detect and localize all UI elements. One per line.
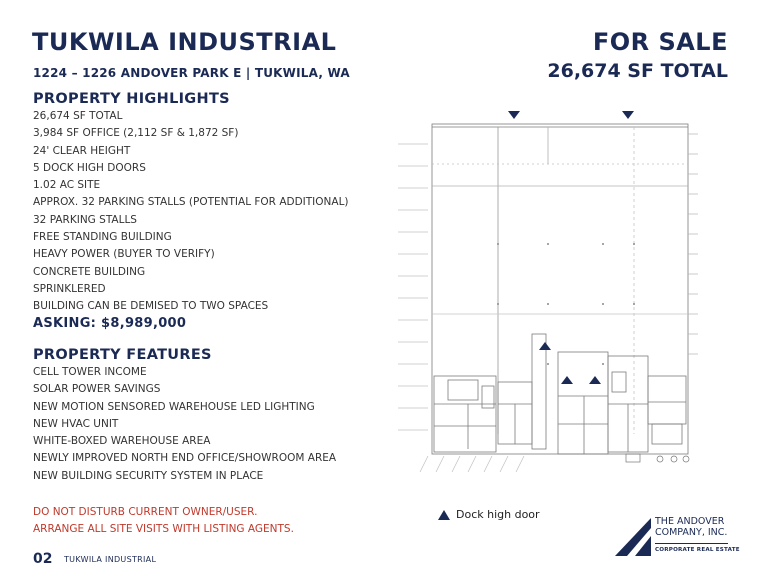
map-legend: [438, 508, 540, 521]
company-logo: [615, 516, 740, 560]
features-list: [33, 364, 336, 485]
dock-door-marker: [589, 376, 601, 384]
footer-label: TUKWILA INDUSTRIAL: [64, 555, 157, 564]
list-item: 26,674 SF TOTAL: [33, 110, 123, 122]
list-item: APPROX. 32 PARKING STALLS (POTENTIAL FOR ADDITIONAL): [33, 196, 349, 209]
legend-label: Dock high door: [456, 508, 540, 521]
list-item: NEWLY IMPROVED NORTH END OFFICE/SHOWROOM AREA: [33, 452, 337, 465]
list-item: 32 PARKING STALLS: [33, 213, 137, 226]
total-square-footage: 26,674 SF TOTAL: [547, 60, 728, 82]
list-item: 5 DOCK HIGH DOORS: [33, 161, 146, 174]
list-item: WHITE-BOXED WAREHOUSE AREA: [33, 435, 211, 448]
logo-name-line-2: COMPANY, INC.: [655, 527, 728, 538]
floor-plan: [398, 104, 698, 478]
notice-line-2: ARRANGE ALL SITE VISITS WITH LISTING AGENTS.: [33, 523, 294, 535]
logo-name-line-1: THE ANDOVER: [655, 516, 725, 527]
list-item: 24' CLEAR HEIGHT: [33, 144, 131, 157]
asking-price: ASKING: $8,989,000: [33, 316, 187, 331]
logo-divider: [655, 543, 728, 544]
triangle-icon: [438, 510, 450, 520]
logo-tagline: CORPORATE REAL ESTATE: [655, 547, 740, 553]
dock-door-marker: [508, 111, 520, 119]
list-item: NEW MOTION SENSORED WAREHOUSE LED LIGHTING: [33, 400, 315, 413]
list-item: CONCRETE BUILDING: [33, 265, 146, 278]
list-item: SOLAR POWER SAVINGS: [33, 383, 161, 396]
page-title: TUKWILA INDUSTRIAL: [32, 28, 337, 56]
list-item: HEAVY POWER (BUYER TO VERIFY): [33, 248, 215, 261]
list-item: CELL TOWER INCOME: [33, 366, 147, 378]
highlights-heading: PROPERTY HIGHLIGHTS: [33, 91, 230, 107]
list-item: BUILDING CAN BE DEMISED TO TWO SPACES: [33, 300, 269, 313]
sale-status: FOR SALE: [592, 28, 728, 56]
dock-door-marker: [539, 342, 551, 350]
page-number: 02: [33, 551, 53, 567]
features-heading: PROPERTY FEATURES: [33, 347, 212, 363]
list-item: SPRINKLERED: [33, 282, 106, 295]
list-item: NEW BUILDING SECURITY SYSTEM IN PLACE: [33, 469, 264, 482]
notice-line-1: DO NOT DISTURB CURRENT OWNER/USER.: [33, 506, 258, 518]
list-item: FREE STANDING BUILDING: [33, 231, 172, 244]
logo-mark-icon: [615, 518, 651, 558]
list-item: 3,984 SF OFFICE (2,112 SF & 1,872 SF): [33, 127, 239, 140]
list-item: 1.02 AC SITE: [33, 179, 101, 192]
dock-door-marker: [622, 111, 634, 119]
dock-door-marker: [561, 376, 573, 384]
highlights-list: [33, 108, 349, 316]
property-address: 1224 – 1226 ANDOVER PARK E | TUKWILA, WA: [33, 66, 350, 80]
list-item: NEW HVAC UNIT: [33, 417, 119, 430]
